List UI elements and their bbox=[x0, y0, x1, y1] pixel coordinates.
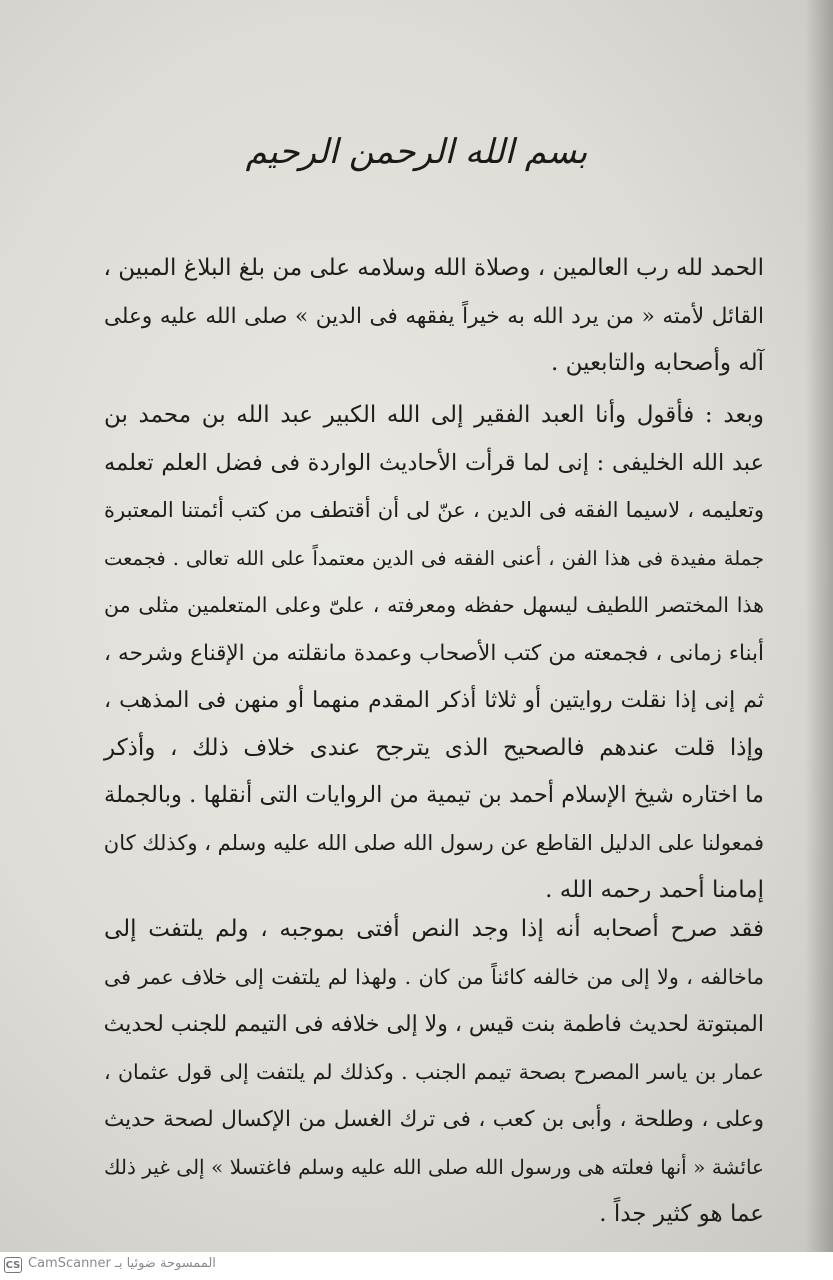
scanner-caption: CamScanner الممسوحة ضوئيا بـ bbox=[28, 1256, 216, 1271]
text-line: وتعليمه ، لاسيما الفقه فى الدين ، عنّ لى أن أقتطف من كتب أئمتنا المعتبرة bbox=[104, 498, 764, 522]
text-line: ما اختاره شيخ الإسلام أحمد بن تيمية من الروايات التى أنقلها . وبالجملة bbox=[104, 782, 764, 808]
text-line: القائل لأمته « من يرد الله به خيراً يفقهه فى الدين » صلى الله عليه وعلى bbox=[104, 303, 764, 329]
text-line: وبعد : فأقول وأنا العبد الفقير إلى الله الكبير عبد الله بن محمد بن bbox=[104, 402, 764, 428]
text-line: الحمد لله رب العالمين ، وصلاة الله وسلامه على من بلغ البلاغ المبين ، bbox=[103, 255, 764, 281]
text-line: وإذا قلت عندهم فالصحيح الذى يترجح عندى خلاف ذلك ، وأذكر bbox=[104, 734, 764, 761]
text-line: فقد صرح أصحابه أنه إذا وجد النص أفتى بموجبه ، ولم يلتفت إلى bbox=[104, 916, 764, 942]
text-line: ثم إنى إذا نقلت روايتين أو ثلاثا أذكر المقدم منهما أو منهن فى المذهب ، bbox=[104, 688, 764, 713]
text-line: إمامنا أحمد رحمه الله . bbox=[545, 877, 764, 903]
text-line: جملة مفيدة فى هذا الفن ، أعنى الفقه فى الدين معتمداً على الله تعالى . فجمعت bbox=[104, 546, 764, 570]
camscanner-logo-icon: CS bbox=[4, 1257, 22, 1273]
text-line: عبد الله الخليفى : إنى لما قرأت الأحاديث الواردة فى فضل العلم تعلمه bbox=[104, 449, 764, 476]
paragraph-1 bbox=[104, 245, 764, 388]
text-line: عائشة « أنها فعلته هى ورسول الله صلى الله عليه وسلم فاغتسلا » إلى غير ذلك bbox=[104, 1154, 764, 1179]
text-line: آله وأصحابه والتابعين . bbox=[551, 350, 764, 376]
text-line: ماخالفه ، ولا إلى من خالفه كائناً من كان . ولهذا لم يلتفت إلى خلاف عمر فى bbox=[104, 964, 764, 989]
text-line: عما هو كثير جداً . bbox=[599, 1201, 764, 1227]
paragraph-3 bbox=[104, 906, 764, 1239]
text-line: أبناء زمانى ، فجمعته من كتب الأصحاب وعمدة مانقلته من الإقناع وشرحه ، bbox=[104, 640, 764, 666]
scanner-watermark-bar bbox=[0, 1252, 833, 1280]
text-line: المبتوتة لحديث فاطمة بنت قيس ، ولا إلى خلافه فى التيمم للجنب لحديث bbox=[103, 1012, 764, 1037]
paragraph-2 bbox=[104, 392, 764, 915]
text-line: عمار بن ياسر المصرح بصحة تيمم الجنب . وكذلك لم يلتفت إلى قول عثمان ، bbox=[104, 1059, 764, 1084]
text-line: هذا المختصر اللطيف ليسهل حفظه ومعرفته ، علىّ وعلى المتعلمين مثلى من bbox=[104, 593, 764, 617]
text-line: وعلى ، وطلحة ، وأبى بن كعب ، فى ترك الغسل من الإكسال لصحة حديث bbox=[104, 1107, 764, 1132]
text-line: فمعولنا على الدليل القاطع عن رسول الله صلى الله عليه وسلم ، وكذلك كان bbox=[103, 830, 764, 855]
basmala-heading: بسم الله الرحمن الرحيم bbox=[245, 132, 588, 172]
